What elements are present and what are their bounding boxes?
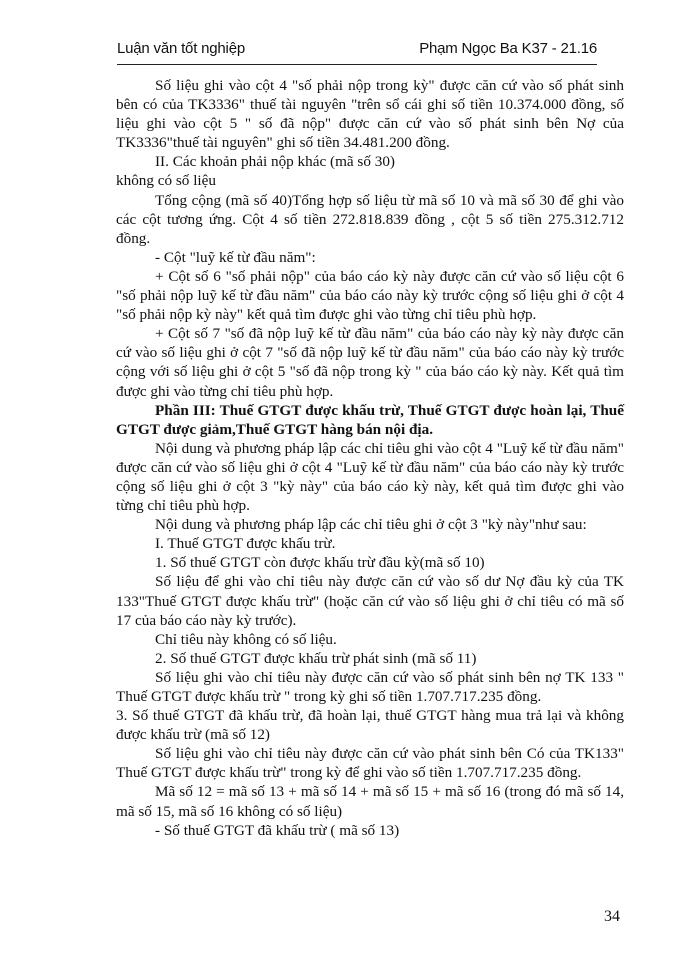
- paragraph: + Cột số 6 "số phải nộp" của báo cáo kỳ này được căn cứ vào số liệu cột 6 "số phải nộp luỹ kế từ đầu năm" của báo cáo này kỳ trước cộng số liệu ghi ở cột 4 "số phải nộp kỳ này" kết quả tìm được ghi vào từng chỉ tiêu phù hợp.: [116, 267, 624, 324]
- paragraph: Chỉ tiêu này không có số liệu.: [155, 630, 337, 648]
- paragraph: Nội dung và phương pháp lập các chỉ tiêu ghi ở cột 3 "kỳ này"như sau:: [155, 516, 587, 534]
- section-heading: I. Thuế GTGT được khấu trừ.: [155, 535, 336, 553]
- page-header: [117, 38, 597, 65]
- subsection-heading: 3. Số thuế GTGT đã khấu trừ, đã hoàn lại, thuế GTGT hàng mua trả lại và không được khấu trừ (mã số 12): [116, 707, 624, 744]
- paragraph: - Số thuế GTGT đã khấu trừ ( mã số 13): [155, 821, 400, 839]
- header-author: Phạm Ngọc Ba K37 - 21.16: [419, 40, 597, 57]
- paragraph: Số liệu để ghi vào chỉ tiêu này được căn cứ vào số dư Nợ đầu kỳ của TK 133"Thuế GTGT được khấu trừ" (hoặc căn cứ vào số liệu ghi ở chỉ tiêu có mã số 17 của báo cáo này kỳ trước).: [116, 573, 624, 629]
- subsection-heading: 1. Số thuế GTGT còn được khấu trừ đầu kỳ(mã số 10): [155, 554, 485, 572]
- paragraph: không có số liệu: [116, 172, 216, 190]
- document-body: [116, 76, 624, 840]
- paragraph: Tổng cộng (mã số 40)Tổng hợp số liệu từ mã số 10 và mã số 30 để ghi vào các cột tương ứng. Cột 4 số tiền 272.818.839 đồng , cột 5 số tiền 275.312.712 đồng.: [116, 191, 624, 247]
- paragraph: - Cột "luỹ kế từ đầu năm":: [155, 248, 316, 266]
- paragraph: Số liệu ghi vào cột 4 "số phải nộp trong kỳ" được căn cứ vào số phát sinh bên có của TK3336" thuế tài nguyên "trên sổ cái ghi số tiền 10.374.000 đồng, số liệu ghi vào cột 5 " số đã nộp" được căn cứ vào số phát sinh bên Nợ của TK3336"thuế tài nguyên" ghi số tiền 34.481.200 đồng.: [116, 77, 624, 152]
- page-number: 34: [604, 908, 620, 925]
- paragraph: Số liệu ghi vào chỉ tiêu này được căn cứ vào số phát sinh bên nợ TK 133 " Thuế GTGT được khấu trừ " trong kỳ ghi số tiền 1.707.717.235 đồng.: [116, 668, 624, 705]
- section-heading: II. Các khoản phải nộp khác (mã số 30): [155, 153, 395, 171]
- part-heading: Phần III: Thuế GTGT được khấu trừ, Thuế GTGT được hoàn lại, Thuế GTGT được giảm,Thuế GTGT hàng bán nội địa.: [116, 401, 624, 438]
- paragraph: Nội dung và phương pháp lập các chỉ tiêu ghi vào cột 4 "Luỹ kế từ đầu năm" được căn cứ vào số liệu ghi ở cột 4 "Luỹ kế từ đầu năm" của báo cáo này kỳ trước cộng số liệu ghi ở cột 3 "kỳ này" của báo cáo kỳ này, kết quả tìm được ghi vào từng chỉ tiêu phù hợp.: [116, 439, 624, 515]
- paragraph: + Cột số 7 "số đã nộp luỹ kế từ đầu năm" của báo cáo này kỳ này được căn cứ vào số liệu ghi ở cột 7 "số đã nộp luỹ kế từ đầu năm" của báo cáo này kỳ trước cộng với số liệu ghi ở cột 5 "số đã nộp trong kỳ " của báo cáo kỳ này. Kết quả tìm được ghi vào từng chỉ tiêu phù hợp.: [116, 325, 624, 400]
- header-thesis-title: Luận văn tốt nghiệp: [117, 40, 245, 57]
- subsection-heading: 2. Số thuế GTGT được khấu trừ phát sinh (mã số 11): [155, 649, 477, 667]
- paragraph: Mã số 12 = mã số 13 + mã số 14 + mã số 15 + mã số 16 (trong đó mã số 14, mã số 15, mã số 16 không có số liệu): [116, 783, 624, 820]
- paragraph: Số liệu ghi vào chỉ tiêu này được căn cứ vào phát sinh bên Có của TK133" Thuế GTGT được khấu trừ" trong kỳ để ghi vào số tiền 1.707.717.235 đồng.: [116, 745, 624, 782]
